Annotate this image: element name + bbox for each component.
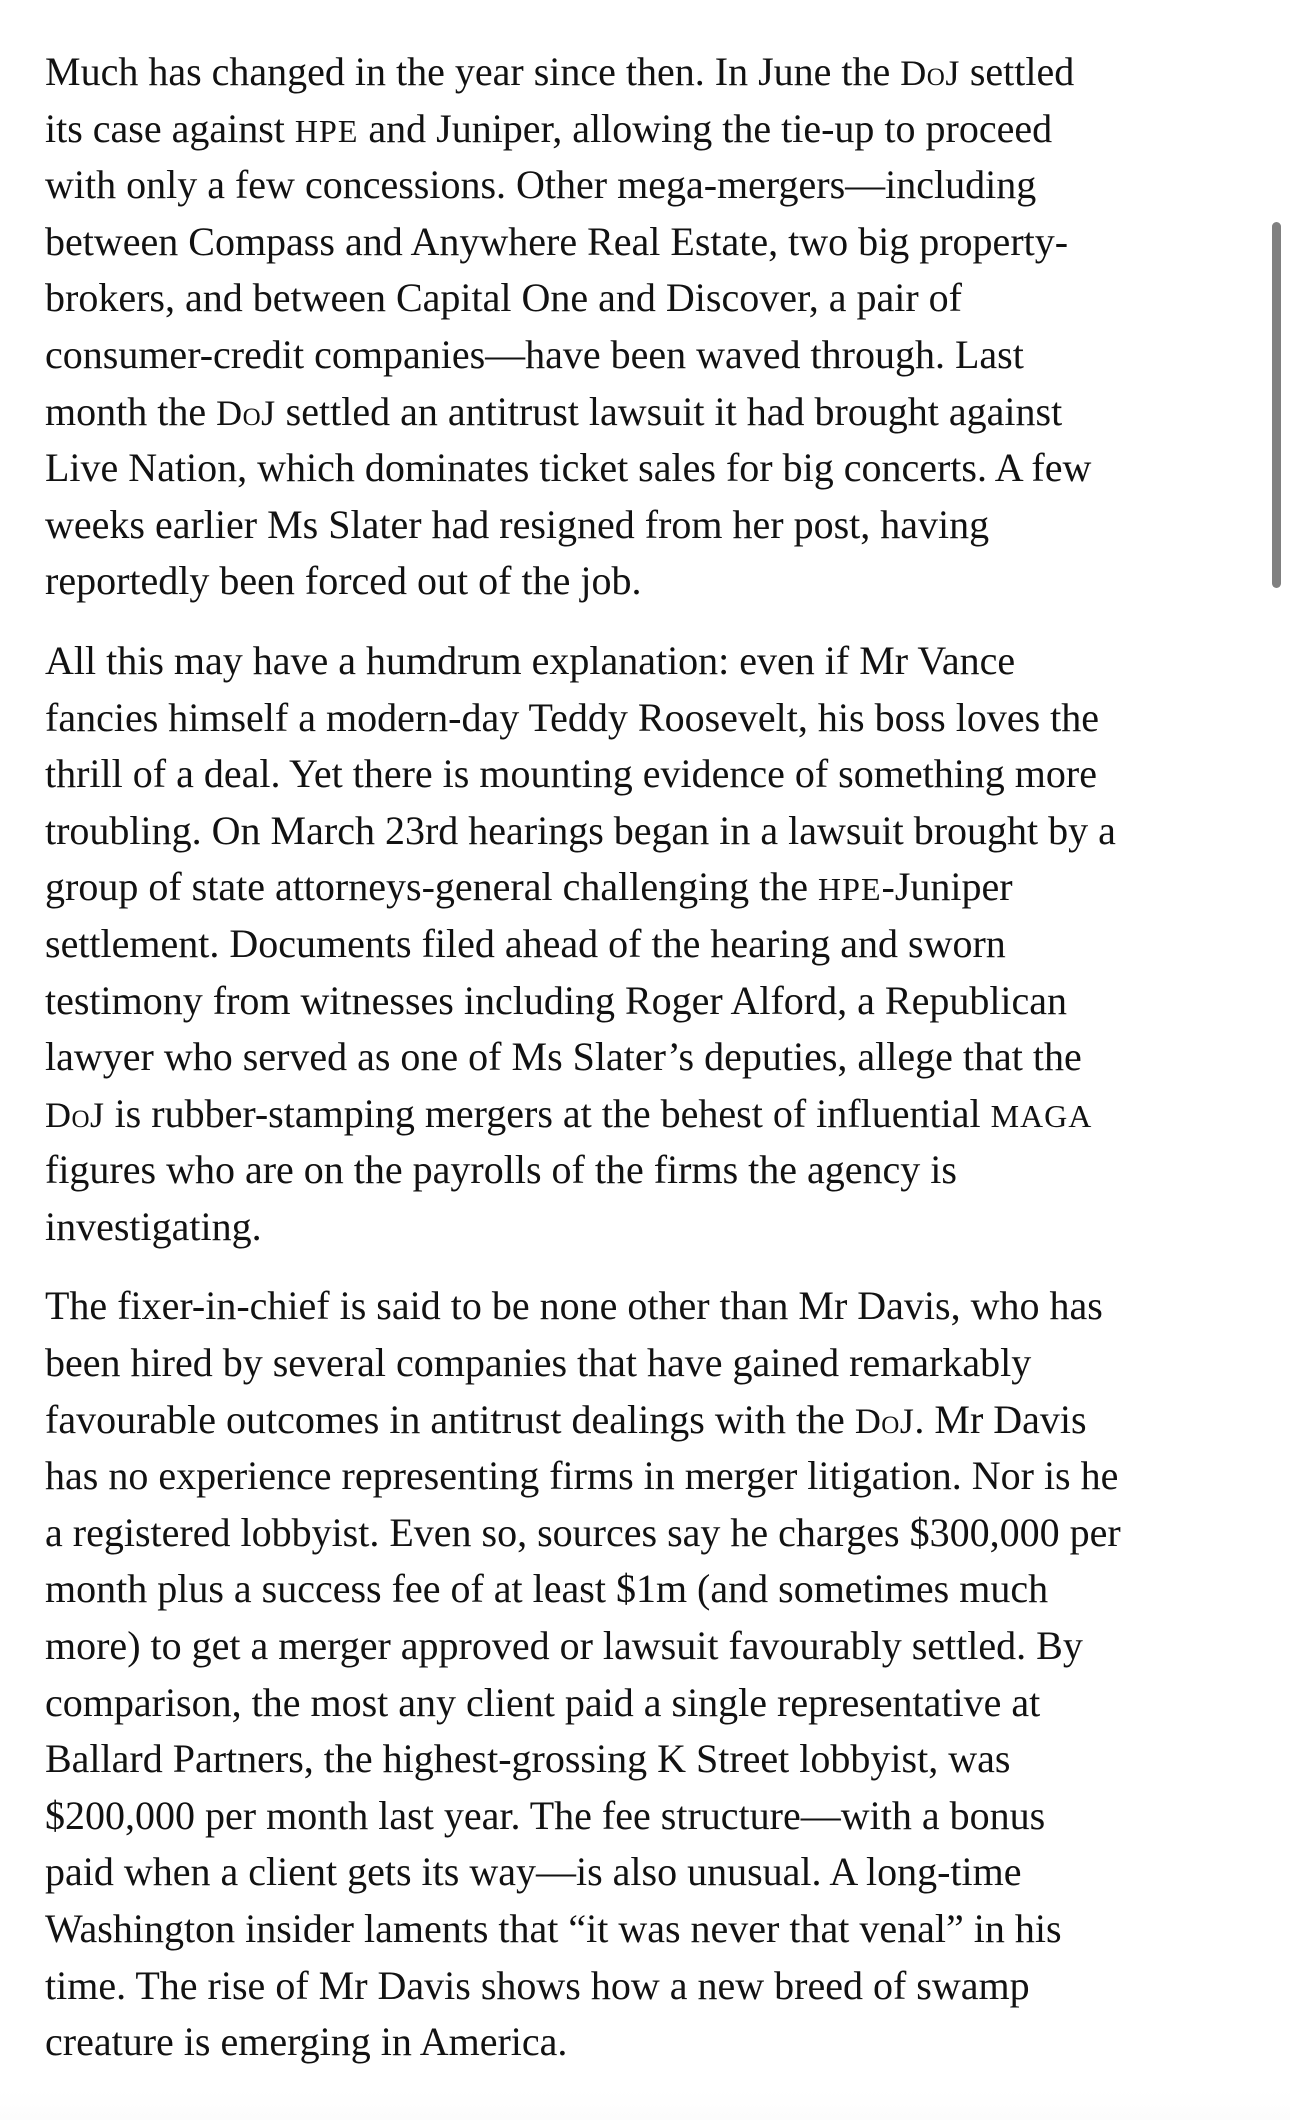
- article-paragraph: [45, 1278, 1230, 2070]
- text-line: [45, 384, 1230, 441]
- text-segment: is rubber-stamping mergers at the behest of influential: [104, 1090, 991, 1136]
- text-line: [45, 633, 1230, 690]
- text-line: [45, 214, 1230, 271]
- text-segment: All this may have a humdrum explanation: even if Mr Vance: [45, 637, 1016, 683]
- acronym: DoJ: [854, 1400, 915, 1441]
- acronym: MAGA: [990, 1097, 1093, 1134]
- text-segment: Ballard Partners, the highest-grossing K Street lobbyist, was: [45, 1736, 1011, 1782]
- text-line: [45, 1448, 1230, 1505]
- text-line: [45, 327, 1230, 384]
- text-segment: The fixer-in-chief is said to be none other than Mr Davis, who has: [45, 1283, 1103, 1329]
- text-segment: brokers, and between Capital One and Discover, a pair of: [45, 275, 962, 321]
- text-segment: reportedly been forced out of the job.: [45, 558, 642, 604]
- acronym: HPE: [818, 871, 882, 908]
- text-line: [45, 157, 1230, 214]
- text-line: [45, 1731, 1230, 1788]
- text-line: [45, 690, 1230, 747]
- text-segment: troubling. On March 23rd hearings began in a lawsuit brought by a: [45, 807, 1116, 853]
- text-line: [45, 440, 1230, 497]
- text-line: [45, 270, 1230, 327]
- acronym: DoJ: [216, 392, 276, 433]
- text-segment: been hired by several companies that have gained remarkably: [45, 1340, 1032, 1386]
- text-segment: $200,000 per month last year. The fee structure—with a bonus: [45, 1792, 1046, 1838]
- acronym: DoJ: [900, 53, 960, 93]
- text-segment: month plus a success fee of at least $1m (and sometimes much: [45, 1566, 1049, 1612]
- text-line: [45, 1618, 1230, 1675]
- text-line: [45, 2014, 1230, 2071]
- text-line: [45, 553, 1230, 610]
- text-line: [45, 1675, 1230, 1732]
- text-segment: . Mr Davis: [914, 1396, 1087, 1442]
- text-line: [45, 497, 1230, 554]
- text-segment: and Juniper, allowing the tie-up to proceed: [358, 105, 1053, 151]
- text-segment: testimony from witnesses including Roger Alford, a Republican: [45, 977, 1068, 1023]
- text-segment: comparison, the most any client paid a single representative at: [45, 1679, 1041, 1725]
- text-segment: its case against: [45, 105, 295, 151]
- text-segment: between Compass and Anywhere Real Estate, two big property-: [45, 218, 1069, 264]
- text-segment: settlement. Documents filed ahead of the hearing and sworn: [45, 920, 1006, 966]
- text-line: [45, 973, 1230, 1030]
- scrollbar-thumb[interactable]: [1272, 222, 1281, 588]
- text-segment: Washington insider laments that “it was never that venal” in his: [45, 1906, 1062, 1951]
- text-segment: settled: [959, 49, 1075, 94]
- text-line: [45, 746, 1230, 803]
- acronym: HPE: [294, 112, 359, 149]
- text-segment: group of state attorneys-general challenging the: [45, 864, 819, 910]
- text-segment: -Juniper: [881, 864, 1013, 910]
- text-segment: Much has changed in the year since then. In June the: [45, 49, 901, 94]
- text-segment: weeks earlier Ms Slater had resigned from her post, having: [45, 501, 990, 547]
- text-line: [45, 1392, 1230, 1449]
- article-paragraph: [45, 633, 1230, 1256]
- text-segment: investigating.: [45, 1203, 262, 1249]
- text-line: [45, 1505, 1230, 1562]
- text-segment: lawyer who served as one of Ms Slater’s deputies, allege that the: [45, 1034, 1082, 1080]
- text-line: [45, 1335, 1230, 1392]
- text-line: [45, 1142, 1230, 1199]
- text-line: [45, 1844, 1230, 1901]
- text-line: [45, 1958, 1230, 2015]
- text-segment: time. The rise of Mr Davis shows how a new breed of swamp: [45, 1962, 1030, 2008]
- text-line: [45, 1086, 1230, 1143]
- text-segment: favourable outcomes in antitrust dealings with the: [45, 1396, 855, 1442]
- text-segment: paid when a client gets its way—is also unusual. A long-time: [45, 1849, 1022, 1895]
- text-segment: fancies himself a modern-day Teddy Roosevelt, his boss loves the: [45, 694, 1100, 740]
- bottom-fade: [0, 2090, 1290, 2120]
- text-line: [45, 1788, 1230, 1845]
- text-line: [45, 1561, 1230, 1618]
- text-line: [45, 1029, 1230, 1086]
- text-segment: Live Nation, which dominates ticket sales for big concerts. A few: [45, 445, 1092, 491]
- acronym: DoJ: [45, 1094, 105, 1135]
- text-segment: a registered lobbyist. Even so, sources say he charges $300,000 per: [45, 1509, 1121, 1555]
- text-line: [45, 916, 1230, 973]
- text-segment: has no experience representing firms in merger litigation. Nor is he: [45, 1453, 1119, 1499]
- text-segment: settled an antitrust lawsuit it had brought against: [275, 388, 1063, 434]
- text-line: [45, 1278, 1230, 1335]
- text-line: [45, 1199, 1230, 1256]
- article-paragraph: [45, 44, 1230, 610]
- text-line: [45, 1901, 1230, 1958]
- text-segment: figures who are on the payrolls of the firms the agency is: [45, 1147, 957, 1193]
- text-segment: more) to get a merger approved or lawsuit favourably settled. By: [45, 1623, 1083, 1669]
- text-line: [45, 803, 1230, 860]
- text-segment: month the: [45, 388, 217, 434]
- text-segment: creature is emerging in America.: [45, 2019, 568, 2065]
- text-segment: with only a few concessions. Other mega-mergers—including: [45, 162, 1037, 208]
- text-line: [45, 101, 1230, 158]
- text-segment: consumer-credit companies—have been waved through. Last: [45, 331, 1024, 377]
- text-line: [45, 44, 1230, 101]
- text-segment: thrill of a deal. Yet there is mounting evidence of something more: [45, 751, 1097, 797]
- article-body: [45, 44, 1230, 2094]
- text-line: [45, 859, 1230, 916]
